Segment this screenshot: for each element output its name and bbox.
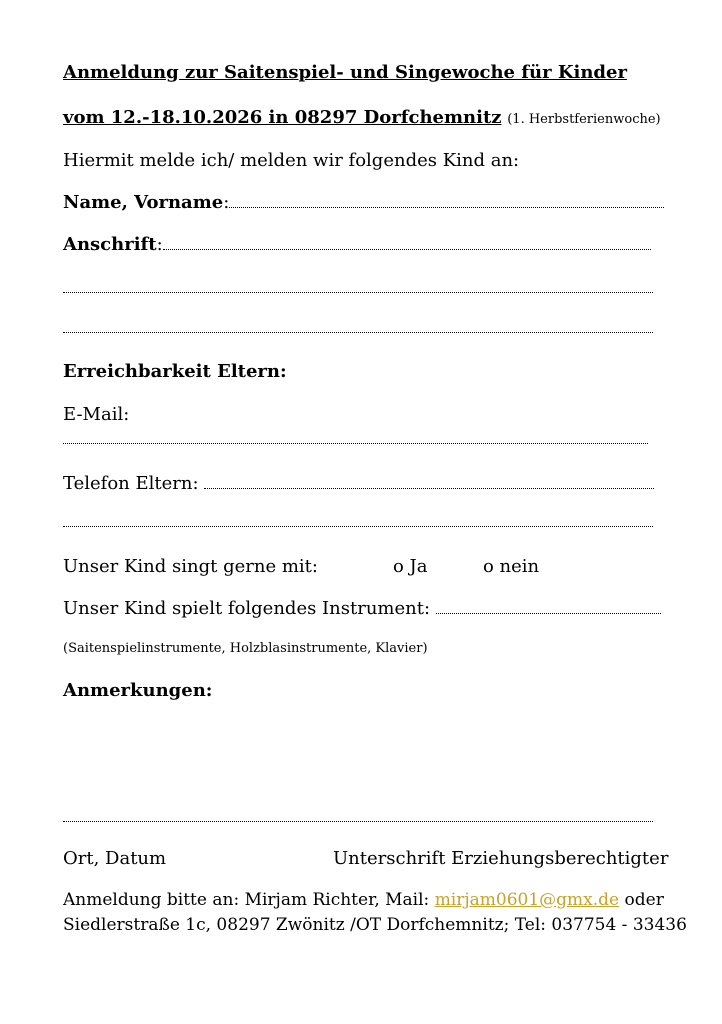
sings-label: Unser Kind singt gerne mit: — [63, 556, 318, 577]
sings-yes-option[interactable]: o Ja — [393, 556, 428, 577]
form-date-line — [63, 107, 661, 128]
form-title: Anmeldung zur Saitenspiel- und Singewoche für Kinder — [63, 62, 627, 83]
instrument-label: Unser Kind spielt folgendes Instrument: — [63, 598, 431, 619]
footer-email-link[interactable]: mirjam0601@gmx.de — [434, 890, 620, 910]
phone-field-1[interactable] — [204, 486, 654, 489]
remarks-area[interactable] — [63, 706, 655, 806]
phone-row — [63, 473, 654, 494]
footer-prefix: Anmeldung bitte an: Mirjam Richter, Mail: — [63, 890, 430, 910]
signature-label: Unterschrift Erziehungsberechtigter — [333, 848, 669, 869]
instrument-row — [63, 598, 661, 619]
address-label: Anschrift — [63, 234, 157, 255]
signature-line[interactable] — [63, 819, 653, 822]
form-date-note: (1. Herbstferienwoche) — [507, 112, 661, 127]
email-label: E-Mail: — [63, 404, 130, 425]
phone-field-2[interactable] — [63, 524, 653, 527]
form-date-location: vom 12.-18.10.2026 in 08297 Dorfchemnitz — [63, 107, 502, 128]
footer-suffix: oder — [624, 890, 664, 910]
name-label: Name, Vorname — [63, 192, 224, 213]
remarks-heading: Anmerkungen: — [63, 680, 213, 701]
email-field[interactable] — [63, 441, 648, 444]
parents-heading: Erreichbarkeit Eltern: — [63, 361, 287, 382]
footer-line-2: Siedlerstraße 1c, 08297 Zwönitz /OT Dorfchemnitz; Tel: 037754 - 33436 — [63, 915, 687, 935]
intro-text: Hiermit melde ich/ melden wir folgendes Kind an: — [63, 150, 520, 171]
instrument-note: (Saitenspielinstrumente, Holzblasinstrumente, Klavier) — [63, 641, 428, 656]
name-field[interactable] — [229, 205, 664, 208]
address-field-3[interactable] — [63, 330, 653, 333]
footer-line-1 — [63, 890, 664, 910]
place-date-label: Ort, Datum — [63, 848, 167, 869]
address-field-2[interactable] — [63, 290, 653, 293]
address-field-1[interactable] — [163, 247, 651, 250]
name-row: Name, Vorname: — [63, 192, 664, 213]
instrument-field[interactable] — [436, 611, 661, 614]
sings-no-option[interactable]: o nein — [483, 556, 540, 577]
phone-label: Telefon Eltern: — [63, 473, 199, 494]
address-row: Anschrift: — [63, 234, 651, 255]
